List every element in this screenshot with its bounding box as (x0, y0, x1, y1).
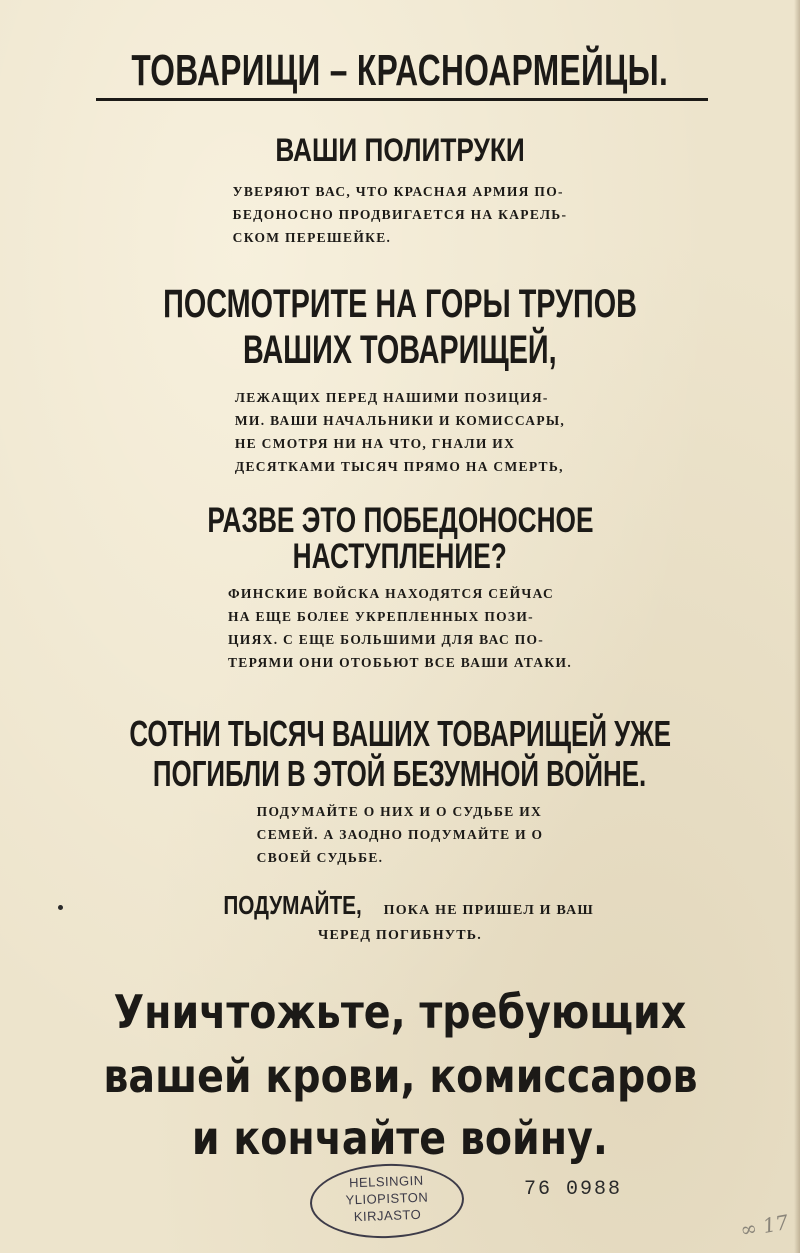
stamp-line1: HELSINGIN (348, 1172, 424, 1191)
title-underline (96, 98, 708, 101)
section2-line: МИ. ВАШИ НАЧАЛЬНИКИ И КОМИССАРЫ, (234, 413, 566, 428)
final-call-line2-block (0, 1046, 800, 1106)
section1-line: БЕДОНОСНО ПРОДВИГАЕТСЯ НА КАРЕЛЬ- (232, 207, 568, 222)
section5-rest: ПОКА НЕ ПРИШЕЛ И ВАШ (383, 903, 594, 918)
section5-line2: ЧЕРЕД ПОГИБНУТЬ. (318, 928, 482, 943)
section2-heading-line1-block (0, 280, 800, 328)
catalog-number: 76 0988 (524, 1178, 623, 1201)
section3-heading-line1: РАЗВЕ ЭТО ПОБЕДОНОСНОЕ (206, 501, 594, 540)
section5-lead: ПОДУМАЙТЕ, (223, 890, 362, 920)
section1-heading-block (0, 132, 800, 169)
section1-line: СКОМ ПЕРЕШЕЙКЕ. (232, 230, 392, 245)
section2-heading-line2-block (0, 326, 800, 374)
section1-heading: ВАШИ ПОЛИТРУКИ (275, 132, 525, 168)
final-call-line3-block (0, 1108, 800, 1168)
section2-paragraph (0, 386, 800, 478)
final-call-line3: и кончайте войну. (191, 1111, 609, 1165)
section4-heading-line2: ПОГИБЛИ В ЭТОЙ БЕЗУМНОЙ ВОЙНЕ. (153, 753, 647, 794)
section5-line1 (0, 890, 800, 921)
section4-heading-line1: СОТНИ ТЫСЯЧ ВАШИХ ТОВАРИЩЕЙ УЖЕ (129, 713, 671, 754)
section2-heading-line2: ВАШИХ ТОВАРИЩЕЙ, (243, 328, 557, 372)
section3-heading-line2: НАСТУПЛЕНИЕ? (292, 537, 508, 576)
stamp-line2: YLIOPISTON (345, 1189, 429, 1208)
final-call-line1-block (0, 982, 800, 1042)
section3-heading-line2-block (0, 536, 800, 578)
section3-paragraph (0, 582, 800, 674)
section3-line: ФИНСКИЕ ВОЙСКА НАХОДЯТСЯ СЕЙЧАС (228, 586, 555, 601)
section3-line: НА ЕЩЕ БОЛЕЕ УКРЕПЛЕННЫХ ПОЗИ- (228, 609, 534, 624)
pencil-mark: ∞ 17 (738, 1209, 791, 1243)
section1-line: УВЕРЯЮТ ВАС, ЧТО КРАСНАЯ АРМИЯ ПО- (232, 184, 564, 199)
section2-heading-line1: ПОСМОТРИТЕ НА ГОРЫ ТРУПОВ (163, 282, 637, 326)
section4-line: СВОЕЙ СУДЬБЕ. (256, 850, 384, 865)
section2-line: НЕ СМОТРЯ НИ НА ЧТО, ГНАЛИ ИХ (234, 436, 516, 451)
section5-line2-block (0, 926, 800, 944)
section1-paragraph (0, 180, 800, 249)
final-call-line2: вашей крови, комиссаров (102, 1049, 698, 1103)
final-call-line1: Уничтожьте, требующих (113, 985, 687, 1039)
section3-line: ТЕРЯМИ ОНИ ОТОБЬЮТ ВСЕ ВАШИ АТАКИ. (228, 655, 572, 670)
poster-title-block (0, 46, 800, 96)
section3-line: ЦИЯХ. С ЕЩЕ БОЛЬШИМИ ДЛЯ ВАС ПО- (228, 632, 545, 647)
section4-line: СЕМЕЙ. А ЗАОДНО ПОДУМАЙТЕ И О (256, 827, 544, 842)
section4-heading-line1-block (0, 712, 800, 756)
section2-line: ДЕСЯТКАМИ ТЫСЯЧ ПРЯМО НА СМЕРТЬ, (234, 459, 564, 474)
section4-heading-line2-block (0, 752, 800, 796)
section4-line: ПОДУМАЙТЕ О НИХ И О СУДЬБЕ ИХ (256, 804, 543, 819)
poster-title: ТОВАРИЩИ – КРАСНОАРМЕЙЦЫ. (131, 46, 669, 95)
section4-paragraph (0, 800, 800, 869)
section2-line: ЛЕЖАЩИХ ПЕРЕД НАШИМИ ПОЗИЦИЯ- (234, 390, 549, 405)
stamp-line3: KIRJASTO (353, 1206, 422, 1225)
